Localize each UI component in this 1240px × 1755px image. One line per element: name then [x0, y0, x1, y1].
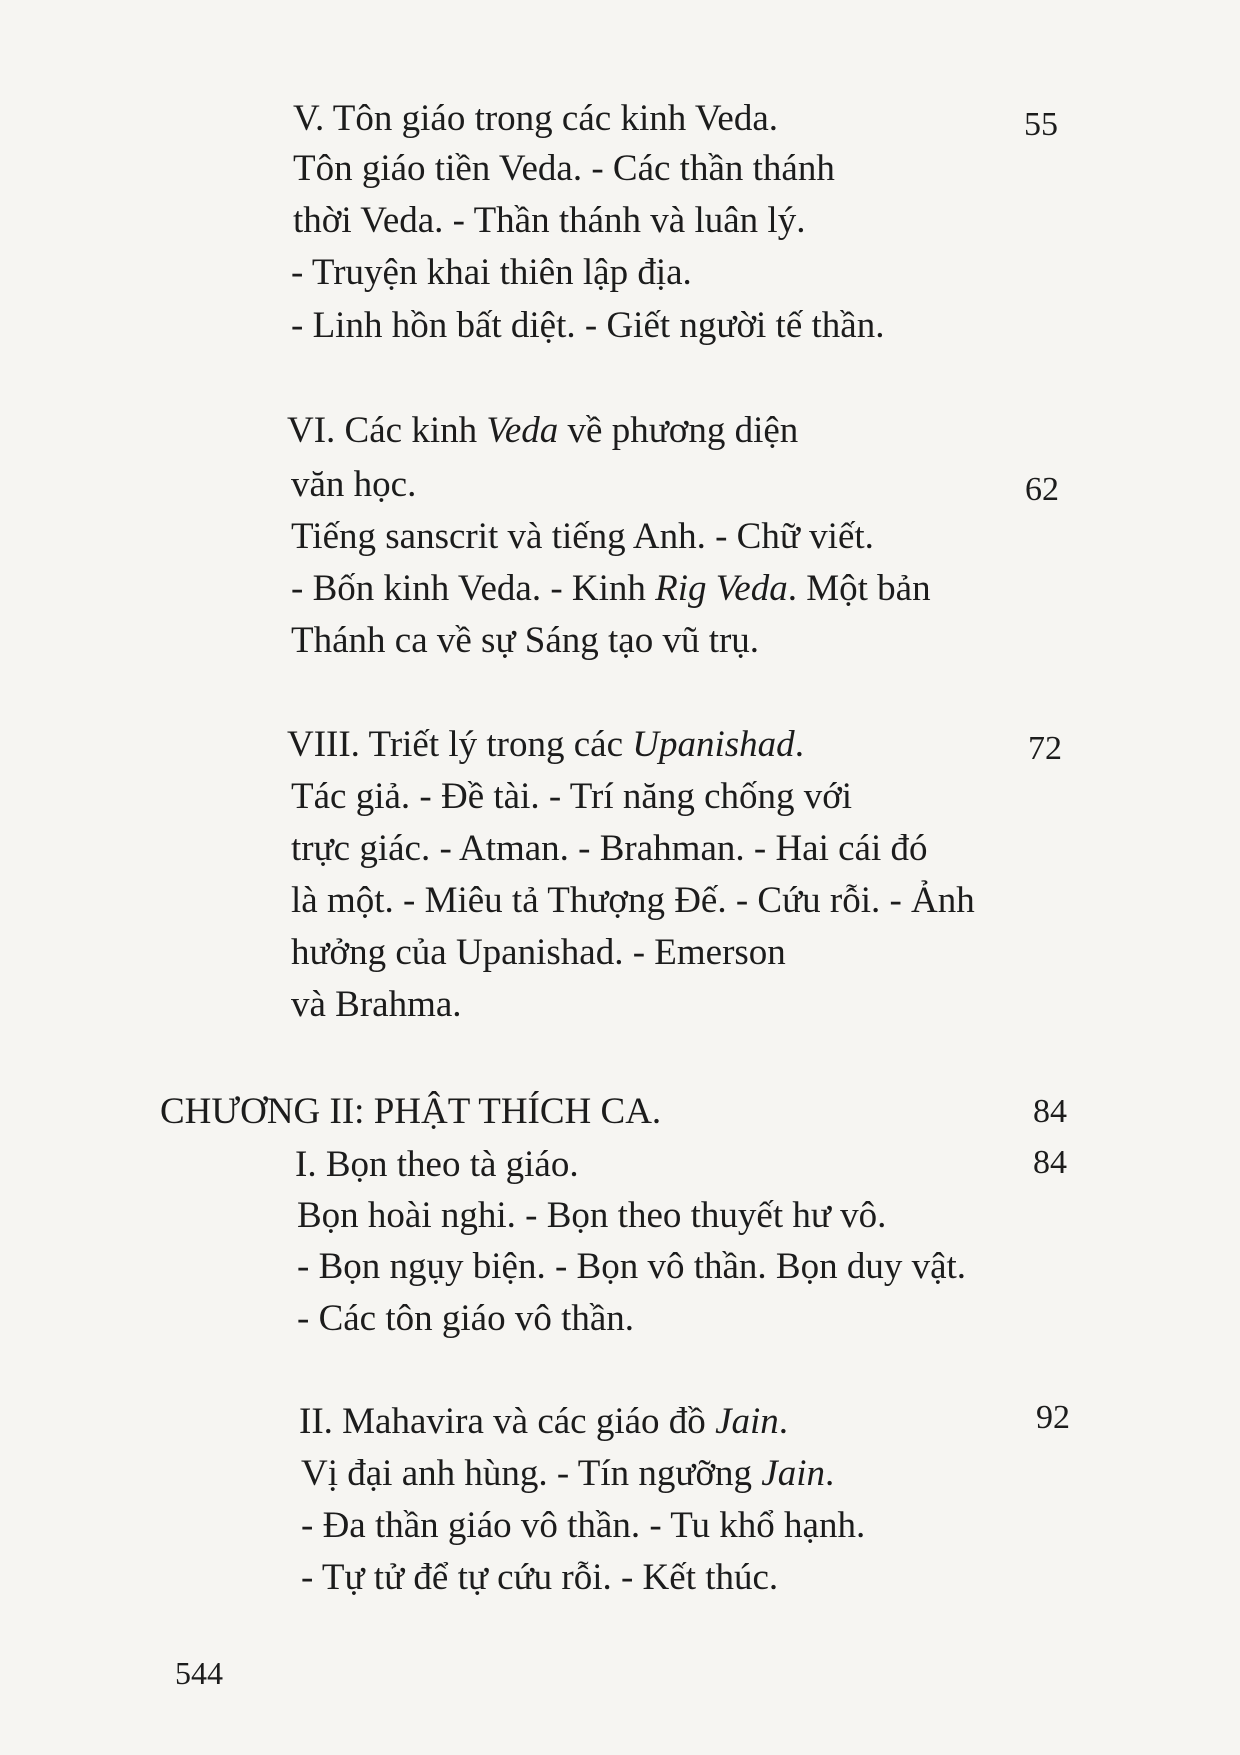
toc-entry-desc: - Bọn ngụy biện. - Bọn vô thần. Bọn duy vật.: [297, 1246, 967, 1287]
toc-entry-title: VI. Các kinh Veda về phương diện: [287, 410, 799, 451]
toc-entry-title: II. Mahavira và các giáo đồ Jain.: [299, 1401, 789, 1442]
toc-page-number: 72: [1028, 730, 1062, 767]
toc-entry-desc: - Các tôn giáo vô thần.: [297, 1298, 635, 1339]
toc-entry-desc: Tác giả. - Đề tài. - Trí năng chống với: [291, 776, 853, 817]
toc-page-number: 84: [1033, 1144, 1067, 1181]
toc-entry-desc: - Linh hồn bất diệt. - Giết người tế thần.: [291, 305, 885, 346]
toc-entry-desc: trực giác. - Atman. - Brahman. - Hai cái đó: [291, 828, 928, 869]
toc-page-number: 62: [1025, 471, 1059, 508]
toc-entry-desc: thời Veda. - Thần thánh và luân lý.: [293, 200, 806, 241]
chapter-heading: CHƯƠNG II: PHẬT THÍCH CA.: [160, 1091, 662, 1132]
toc-entry-title: V. Tôn giáo trong các kinh Veda.: [293, 98, 779, 139]
toc-entry-desc: là một. - Miêu tả Thượng Đế. - Cứu rỗi. - Ảnh: [291, 880, 975, 921]
toc-entry-desc: Vị đại anh hùng. - Tín ngưỡng Jain.: [301, 1453, 835, 1494]
toc-entry-desc: - Đa thần giáo vô thần. - Tu khổ hạnh.: [301, 1505, 866, 1546]
toc-entry-title: I. Bọn theo tà giáo.: [295, 1144, 579, 1185]
toc-entry-desc: Bọn hoài nghi. - Bọn theo thuyết hư vô.: [297, 1195, 887, 1236]
toc-entry-desc: Tiếng sanscrit và tiếng Anh. - Chữ viết.: [291, 516, 874, 557]
page-number: 544: [175, 1655, 223, 1691]
toc-entry-desc: và Brahma.: [291, 984, 462, 1025]
toc-entry-desc: - Tự tử để tự cứu rỗi. - Kết thúc.: [301, 1557, 779, 1598]
toc-entry-desc: Thánh ca về sự Sáng tạo vũ trụ.: [291, 620, 760, 661]
toc-entry-desc: - Bốn kinh Veda. - Kinh Rig Veda. Một bản: [291, 568, 931, 609]
toc-page-number: 92: [1036, 1399, 1070, 1436]
toc-entry-title: VIII. Triết lý trong các Upanishad.: [287, 724, 804, 765]
toc-entry-desc: hưởng của Upanishad. - Emerson: [291, 932, 786, 973]
toc-entry-desc: Tôn giáo tiền Veda. - Các thần thánh: [293, 148, 835, 189]
toc-page-number: 55: [1024, 106, 1058, 143]
toc-page-number: 84: [1033, 1093, 1067, 1130]
toc-entry-title-cont: văn học.: [291, 464, 417, 505]
toc-entry-desc: - Truyện khai thiên lập địa.: [291, 252, 692, 293]
